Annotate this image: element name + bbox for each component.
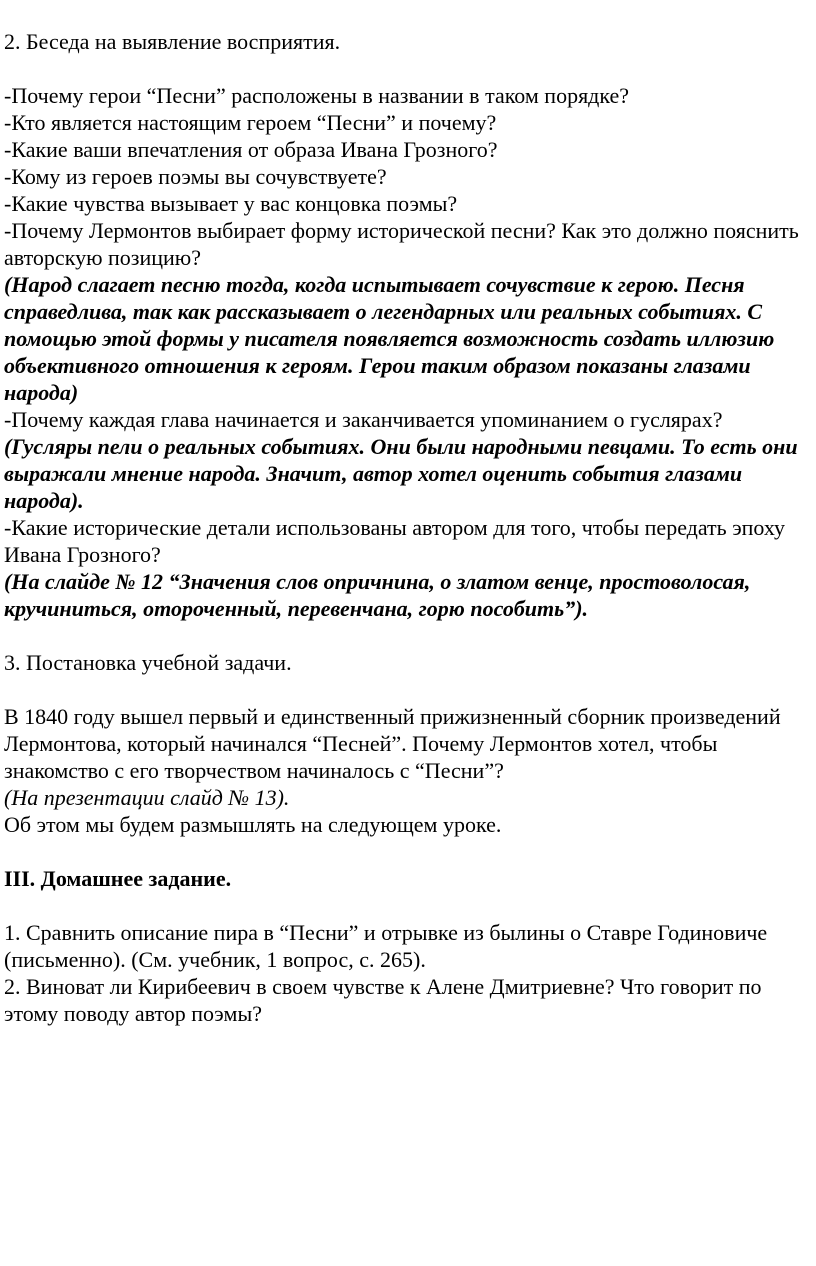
section-3-closing: Об этом мы будем размышлять на следующем уроке. <box>4 812 502 837</box>
answer-6: (Народ слагает песню тогда, когда испытывает сочувствие к герою. Песня справедлива, так как рассказывает о легендарных или реальных событиях. С помощью этой формы у писателя появляется возможность создать иллюзию объективного отношения к героям. Герои таким образом показаны глазами народа) <box>4 272 775 405</box>
blank-line <box>4 892 812 919</box>
question-3: -Какие ваши впечатления от образа Ивана Грозного? <box>4 137 498 162</box>
section-3-text: В 1840 году вышел первый и единственный прижизненный сборник произведений Лермонтова, который начинался “Песней”. Почему Лермонтов хотел, чтобы знакомство с его творчеством начиналось с “Песни”? <box>4 704 781 783</box>
question-6: -Почему Лермонтов выбирает форму исторической песни? Как это должно пояснить авторскую позицию? <box>4 218 799 270</box>
document-page <box>4 28 812 1027</box>
question-7: -Почему каждая глава начинается и заканчивается упоминанием о гуслярах? <box>4 407 723 432</box>
question-8: -Какие исторические детали использованы автором для того, чтобы передать эпоху Ивана Грозного? <box>4 515 786 567</box>
homework-task-1: 1. Сравнить описание пира в “Песни” и отрывке из былины о Ставре Годиновиче (письменно). (См. учебник, 1 вопрос, с. 265). <box>4 920 768 972</box>
question-2: -Кто является настоящим героем “Песни” и почему? <box>4 110 497 135</box>
answer-7: (Гусляры пели о реальных событиях. Они были народными певцами. То есть они выражали мнение народа. Значит, автор хотел оценить события глазами народа). <box>4 434 798 513</box>
question-1: -Почему герои “Песни” расположены в названии в таком порядке? <box>4 83 630 108</box>
question-4: -Кому из героев поэмы вы сочувствуете? <box>4 164 387 189</box>
section-3-note: (На презентации слайд № 13). <box>4 785 290 810</box>
blank-line <box>4 838 812 865</box>
blank-line <box>4 676 812 703</box>
answer-8: (На слайде № 12 “Значения слов опричнина, о златом венце, простоволосая, кручиниться, отороченный, перевенчана, горю пособить”). <box>4 569 751 621</box>
question-5: -Какие чувства вызывает у вас концовка поэмы? <box>4 191 458 216</box>
homework-task-2: 2. Виноват ли Кирибеевич в своем чувстве к Алене Дмитриевне? Что говорит по этому поводу автор поэмы? <box>4 974 762 1026</box>
homework-heading: III. Домашнее задание. <box>4 866 232 891</box>
blank-line <box>4 622 812 649</box>
section-2-heading: 2. Беседа на выявление восприятия. <box>4 29 341 54</box>
blank-line <box>4 55 812 82</box>
section-3-heading: 3. Постановка учебной задачи. <box>4 650 292 675</box>
